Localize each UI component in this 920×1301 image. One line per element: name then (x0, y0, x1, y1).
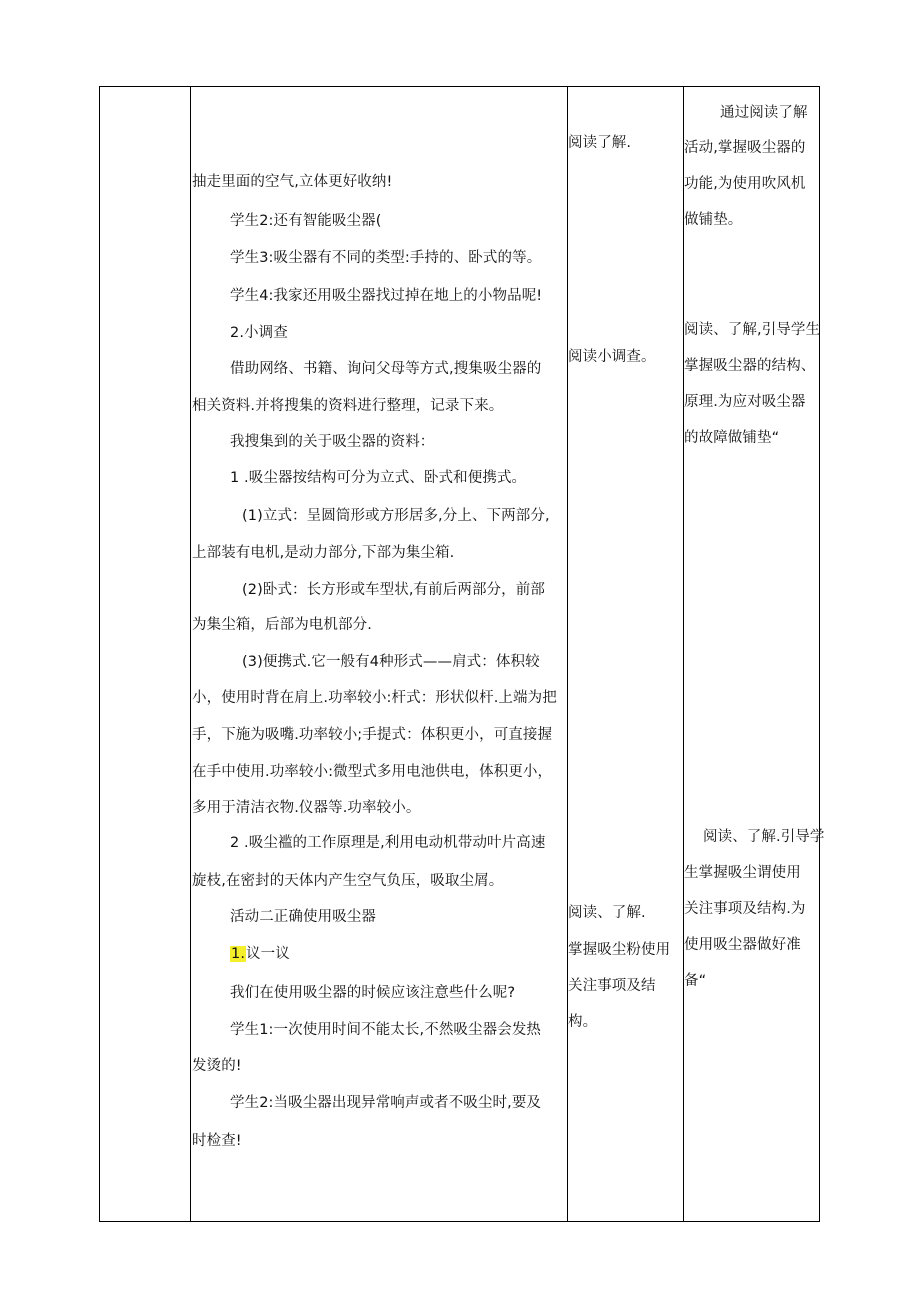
column-divider (683, 87, 684, 1221)
content-line: 2.小调查 (230, 325, 288, 341)
intent-line: 备“ (684, 973, 707, 989)
intent-line: 掌握吸尘器的结构、 (684, 358, 816, 374)
intent-line: 关注事项及结构.为 (684, 901, 806, 917)
content-line: (2)卧式：长方形或车型状,有前后两部分，前部 (242, 582, 545, 598)
content-line: 多用于清洁衣物.仪器等.功率较小。 (192, 800, 421, 816)
content-line: 1 .吸尘器按结构可分为立式、卧式和便携式。 (230, 470, 527, 486)
student-line: 阅读、了解. (568, 905, 646, 921)
content-line: 时检查! (192, 1133, 242, 1149)
content-line: 旋枝,在密封的天体内产生空气负压，吸取尘屑。 (192, 873, 504, 889)
content-line-text: 议一议 (246, 946, 290, 962)
student-line: 掌握吸尘粉使用 (568, 942, 671, 958)
student-line: 关注事项及结 (568, 978, 656, 994)
content-line: 在手中使用.功率较小:微型式多用电池供电，体积更小， (192, 764, 553, 780)
content-line: 上部装有电机,是动力部分,下部为集尘箱. (192, 545, 455, 561)
content-line: (1)立式：呈圆筒形或方形居多,分上、下两部分, (242, 508, 550, 524)
highlighted-number: 1. (231, 946, 246, 962)
content-line: 手，下施为吸嘴.功率较小;手提式：体积更小，可直接握 (192, 727, 553, 743)
intent-line: 使用吸尘器做好准 (684, 937, 801, 953)
content-line: 学生2:还有智能吸尘器( (230, 213, 382, 229)
content-line: 相关资料.并将搜集的资料进行整理，记录下来。 (192, 398, 504, 414)
student-line: 阅读小调查。 (568, 349, 656, 365)
content-line: 学生2:当吸尘器出现异常响声或者不吸尘时,要及 (230, 1095, 542, 1111)
content-line: 小，使用时背在肩上.功率较小:杆式：形状似杆.上端为把 (192, 690, 557, 706)
content-line: 发烫的! (192, 1058, 242, 1074)
intent-line: 做铺垫。 (684, 212, 743, 228)
column-divider (190, 87, 191, 1221)
intent-line: 功能,为使用吹风机 (684, 176, 806, 192)
column-divider (567, 87, 568, 1221)
content-line: 抽走里面的空气,立体更好收纳! (192, 174, 393, 190)
student-line: 阅读了解. (568, 135, 632, 151)
content-line: 学生1:一次使用时间不能太长,不然吸尘器会发热 (230, 1022, 542, 1038)
intent-line: 阅读、了解.引导学 (703, 829, 825, 845)
intent-line: 活动,掌握吸尘器的 (684, 140, 806, 156)
content-line: 借助网络、书籍、询问父母等方式,搜集吸尘器的 (230, 361, 542, 377)
intent-line: 阅读、了解,引导学生 (684, 322, 821, 338)
intent-line: 生掌握吸尘谓使用 (684, 865, 801, 881)
content-line (230, 944, 290, 964)
content-line: 我们在使用吸尘器的时候应该注意些什么呢? (230, 985, 516, 1001)
content-line: 活动二正确使用吸尘器 (230, 909, 376, 925)
content-line: 2 .吸尘褴的工作原理是,利用电动机带动叶片高速 (230, 835, 546, 851)
student-line: 构。 (568, 1014, 598, 1030)
intent-line: 原理.为应对吸尘器 (684, 394, 806, 410)
content-line: 学生4:我家还用吸尘器找过掉在地上的小物品呢! (230, 288, 543, 304)
intent-line: 通过阅读了解 (720, 105, 808, 121)
content-line: 我搜集到的关于吸尘器的资料： (230, 434, 435, 450)
content-line: 为集尘箱，后部为电机部分. (192, 617, 372, 633)
intent-line: 的故障做铺垫“ (684, 430, 780, 446)
content-line: 学生3:吸尘器有不同的类型:手持的、卧式的等。 (230, 250, 542, 266)
content-line: (3)便携式.它一般有4种形式——肩式：体积较 (242, 654, 540, 670)
